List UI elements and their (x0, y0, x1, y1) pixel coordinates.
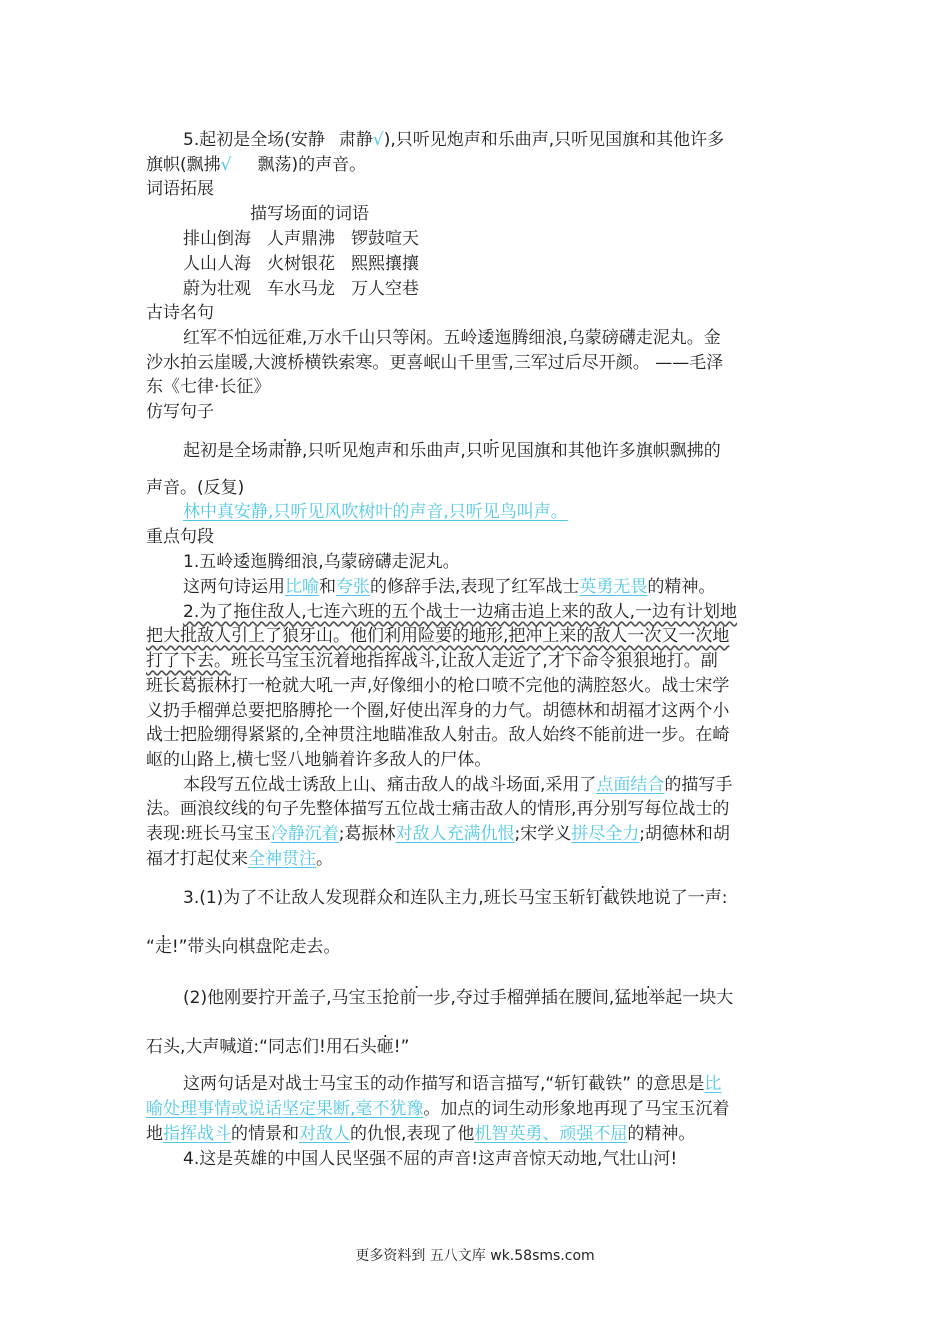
answer-fill: 冷静沉着 (270, 824, 339, 844)
section-heading-imitate: 仿写句子 (146, 402, 214, 422)
item5-line2: 旗帜(飘拂√ 飘荡)的声音。 (146, 155, 367, 175)
answer-fill: 喻处理事情或说话坚定果断,毫不犹豫 (146, 1099, 424, 1119)
key-para-3-line: 石头,大声喊道:“同志们!用石头砸!” (146, 1037, 410, 1057)
key-para-2-line: 义扔手榴弹总要把胳膊抡一个圈,好使出浑身的力气。胡德林和胡福才这两个小 (146, 701, 730, 721)
key-quote-4: 4.这是英雄的中国人民坚强不屈的声音!这声音惊天动地,气壮山河! (183, 1149, 678, 1169)
key-explain-2: 本段写五位战士诱敌上山、痛击敌人的战斗场面,采用了点面结合的描写手 (183, 775, 733, 795)
dotted-word: 抢前一步 (382, 988, 451, 1008)
key-explain-3: 地指挥战斗的情景和对敌人的仇恨,表现了他机智英勇、顽强不屈的精神。 (146, 1124, 696, 1144)
dotted-word: 猛地举起 (614, 988, 683, 1008)
key-explain-2: 福才打起仗来全神贯注。 (146, 849, 333, 869)
answer-fill: 夸张 (336, 577, 370, 597)
key-para-3-line: “走!”带头向棋盘陀走去。 (146, 937, 341, 957)
footer-link[interactable]: 更多资料到 五八文库 wk.58sms.com (355, 1248, 595, 1264)
dotted-word: 斩钉截铁 (568, 888, 637, 908)
key-para-3-line: 3.(1)为了不让敌人发现群众和连队主力,班长马宝玉斩钉截铁地说了一声: (183, 888, 728, 908)
key-explain-2: 法。画浪纹线的句子先整体描写五位战士痛击敌人的情形,再分别写每位战士的 (146, 799, 730, 819)
section-heading-expand: 词语拓展 (146, 179, 214, 199)
key-explain-1: 这两句诗运用比喻和夸张的修辞手法,表现了红军战士英勇无畏的精神。 (183, 577, 716, 597)
expand-subtitle: 描写场面的词语 (250, 204, 369, 224)
poem-line: 东《七律·长征》 (146, 377, 271, 397)
key-para-2-line: 岖的山路上,横七竖八地躺着许多敌人的尸体。 (146, 750, 492, 770)
key-para-2-line: 打了下去。班长马宝玉沉着地指挥战斗,让敌人走近了,才下命令狠狠地打。副 (146, 651, 718, 671)
poem-line: 沙水拍云崖暖,大渡桥横铁索寒。更喜岷山千里雪,三军过后尽开颜。 ——毛泽 (146, 353, 724, 373)
answer-fill: 英勇无畏 (579, 577, 648, 597)
key-para-2-line: 战士把脸绷得紧紧的,全神贯注地瞄准敌人射击。敌人始终不能前进一步。在崎 (146, 725, 730, 745)
key-explain-2: 表现:班长马宝玉冷静沉着;葛振林对敌人充满仇恨;宋学义拼尽全力;胡德林和胡 (146, 824, 730, 844)
dotted-word: 走 (154, 937, 172, 957)
word-row: 蔚为壮观 车水马龙 万人空巷 (183, 279, 419, 299)
answer-fill: 比 (704, 1074, 722, 1094)
answer-fill: 点面结合 (596, 775, 665, 795)
key-para-3-line: (2)他刚要拧开盖子,马宝玉抢前一步,夺过手榴弹插在腰间,猛地举起一块大 (183, 988, 734, 1008)
word-row: 人山人海 火树银花 熙熙攘攘 (183, 254, 419, 274)
imitate-sentence: 起初是全场肃静,只听见炮声和乐曲声,只听见国旗和其他许多旗帜飘拂的 (183, 441, 721, 461)
answer-fill: 对敌人充满仇恨 (395, 824, 515, 844)
key-explain-3: 喻处理事情或说话坚定果断,毫不犹豫。加点的词生动形象地再现了马宝玉沉着 (146, 1099, 730, 1119)
answer-fill: 比喻 (285, 577, 319, 597)
section-heading-key: 重点句段 (146, 527, 214, 547)
imitate-answer: 林中真安静,只听见风吹树叶的声音,只听见鸟叫声。 (183, 502, 568, 522)
dotted-word: 砸 (376, 1037, 394, 1057)
answer-fill: 全神贯注 (248, 849, 316, 869)
poem-line: 红军不怕远征难,万水千山只等闲。五岭逶迤腾细浪,乌蒙磅礴走泥丸。金 (183, 328, 721, 348)
check-mark: √ (220, 155, 232, 175)
dotted-word: 肃静 (268, 441, 302, 461)
dotted-word: 只听见 (465, 441, 517, 461)
key-quote-1: 1.五岭逶迤腾细浪,乌蒙磅礴走泥丸。 (183, 552, 460, 572)
imitate-sentence-2: 声音。(反复) (146, 478, 245, 498)
check-mark: √ (372, 130, 384, 150)
key-para-2-line: 2.为了拖住敌人,七连六班的五个战士一边痛击追上来的敌人,一边有计划地 (183, 602, 738, 622)
word-row: 排山倒海 人声鼎沸 锣鼓喧天 (183, 229, 419, 249)
key-para-2-line: 把大批敌人引上了狼牙山。他们利用险要的地形,把冲上来的敌人一次又一次地 (146, 626, 730, 646)
answer-fill: 机智英勇、顽强不屈 (474, 1124, 628, 1144)
key-explain-3: 这两句话是对战士马宝玉的动作描写和语言描写,“斩钉截铁” 的意思是比 (183, 1074, 722, 1094)
answer-fill: 指挥战斗 (163, 1124, 231, 1144)
item5-line1: 5.起初是全场(安静 肃静√),只听见炮声和乐曲声,只听见国旗和其他许多 (183, 130, 725, 150)
section-heading-poem: 古诗名句 (146, 303, 214, 323)
answer-fill: 对敌人 (299, 1124, 350, 1144)
answer-fill: 拼尽全力 (571, 824, 640, 844)
key-para-2-line: 班长葛振林打一枪就大吼一声,好像细小的枪口喷不完他的满腔怒火。战士宋学 (146, 676, 730, 696)
